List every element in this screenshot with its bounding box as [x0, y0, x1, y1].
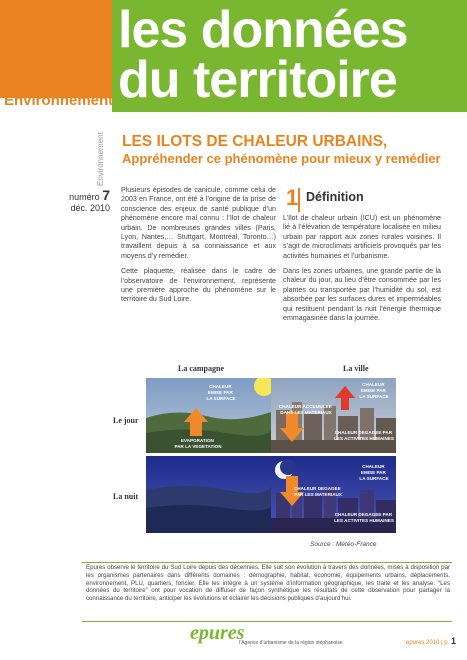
- header-orange-block: [0, 0, 112, 98]
- footer-text: Epures observe le territoire du Sud Loire depuis des décennies. Elle suit son évolution à travers des données, mises à disposition par les organismes partenaires dans différents domaines : démographie, habitat, économie, équipements urbains, déplacements, environnement, PLU, quartiers, foncier. Elle les intègre à un système d’information géographique, les traite et les analyse. “Les données du territoire” ont pour vocation de diffuser de façon synthétique les résultats de cette observation pour partager la connaissance du territoire, anticiper les évolutions et éclairer les décisions publiques d’aujourd’hui.: [86, 564, 450, 603]
- definition-paragraph-2: Dans les zones urbaines, une grande partie de la chaleur du jour, au lieu d’être consommée par les plantes ou transportée par l’humidité du sol, est absorbée par les surfaces dures et imperméables qui restituent pendant la nuit l’énergie thermique emmagasinée dans la journée.: [283, 267, 441, 323]
- definition-divider: [298, 188, 300, 212]
- issue-number: 7: [102, 187, 110, 203]
- label-night-city-bottom-2: LES ACTIVITES HUMAINES: [334, 518, 394, 523]
- page-ref-label: epures 2010 | p.: [406, 640, 450, 646]
- svg-text:CHALEUR EMISE PAR LA S: [359, 382, 388, 399]
- svg-text:CHALEUR EMISE PAR LA S: [359, 464, 388, 481]
- svg-text:CHALEUR DEGAGEE PAR LES AC: [334, 512, 394, 523]
- diagram-column-city: La ville: [343, 364, 369, 373]
- label-night-city-top-1: CHALEUR: [362, 464, 385, 469]
- label-night-city-mid-2: PAR LES MATERIAUX: [294, 492, 342, 497]
- page-reference: [406, 636, 456, 646]
- svg-text:CHALEUR EMISE PAR LA S: [206, 384, 235, 401]
- label-day-city-top-3: LA SURFACE: [359, 394, 389, 399]
- definition-paragraph-1: L’Ilot de chaleur urbain (ICU) est un phénomène lié à l’élévation de température localisée en milieu urbain par rapport aux zones rurales voisines. Il s’agit de microclimats artificiels provoqués par les activités humaines et l’urbanisme.: [283, 214, 441, 260]
- section-label: Environnement: [4, 92, 114, 109]
- diagram-row-night: La nuit: [113, 492, 139, 501]
- label-night-city-top-3: LA SURFACE: [359, 476, 389, 481]
- label-night-city-bottom-1: CHALEUR DEGAGEE PAR: [334, 512, 393, 517]
- intro-paragraph-2: Cette plaquette, réalisée dans le cadre de l’observatoire de l’environnement, représente une première approche du phénomène sur le territoire du Sud Loire.: [121, 267, 276, 304]
- label-day-city-top-2: EMISE PAR: [360, 388, 386, 393]
- article-subheadline: Appréhender ce phénomène pour mieux y remédier: [122, 151, 441, 166]
- svg-text:CHALEUR DEGAGEE PAR LES MA: [294, 486, 343, 497]
- heat-island-diagram: [146, 378, 396, 533]
- label-day-country-bottom-2: PAR LA VEGETATION: [174, 444, 222, 449]
- label-day-city-top-1: CHALEUR: [362, 382, 385, 387]
- label-day-city-bottom-2: LES ACTIVITES HUMAINES: [334, 436, 394, 441]
- issue-info: [60, 187, 110, 214]
- issue-date: déc. 2010: [70, 203, 110, 213]
- label-day-country-top-2: EMISE PAR: [207, 390, 233, 395]
- page-number: 1: [450, 636, 456, 646]
- diagram-row-day: Le jour: [113, 416, 139, 425]
- article-headline: LES ILOTS DE CHALEUR URBAINS,: [122, 133, 388, 150]
- svg-text:CHALEUR DEGAGEE PAR LES AC: [334, 430, 394, 441]
- publication-title-line2: du territoire: [118, 51, 397, 109]
- definition-title: Définition: [306, 190, 364, 204]
- label-day-city-bottom-1: CHALEUR DEGAGEE PAR: [334, 430, 393, 435]
- definition-column: [283, 214, 441, 329]
- label-day-country-bottom-1: EVAPORATION: [180, 438, 214, 443]
- label-day-country-top-1: CHALEUR: [209, 384, 232, 389]
- svg-text:EVAPORATION PAR LA VEGETAT: [174, 438, 222, 449]
- label-night-city-mid-1: CHALEUR DEGAGEE: [294, 486, 341, 491]
- label-day-city-mid-1: CHALEUR ACCUMULEE: [278, 404, 332, 409]
- issue-label: numéro: [69, 192, 100, 202]
- epures-logo: epures: [190, 622, 245, 644]
- label-night-city-top-2: EMISE PAR: [360, 470, 386, 475]
- label-day-city-mid-2: DANS LES MATERIAUX: [280, 410, 332, 415]
- intro-column: [121, 186, 276, 311]
- diagram-column-countryside: La campagne: [178, 364, 224, 373]
- logo-tagline: l’Agence d’urbanisme de la région stéphanoise: [239, 640, 343, 646]
- diagram-source: Source : Météo-France: [310, 541, 377, 548]
- definition-number: 1: [286, 185, 299, 210]
- publication-title-line1: les données: [118, 1, 408, 59]
- svg-text:CHALEUR ACCUMULEE DANS LES: [279, 404, 333, 415]
- intro-paragraph-1: Plusieurs épisodes de canicule, comme celui de 2003 en France, ont été à l’origine de la prise de conscience des enjeux de santé publique d’un phénomène encore mal connu : l’Ilot de chaleur urbain. De nombreuses grandes villes (Paris, Lyon, Nantes,… Stuttgart, Montréal, Toronto…) travaillent depuis à sa connaissance et aux moyens d’y remédier.: [121, 186, 276, 260]
- vertical-section-label: Environnement: [96, 132, 105, 186]
- label-day-country-top-3: LA SURFACE: [206, 396, 236, 401]
